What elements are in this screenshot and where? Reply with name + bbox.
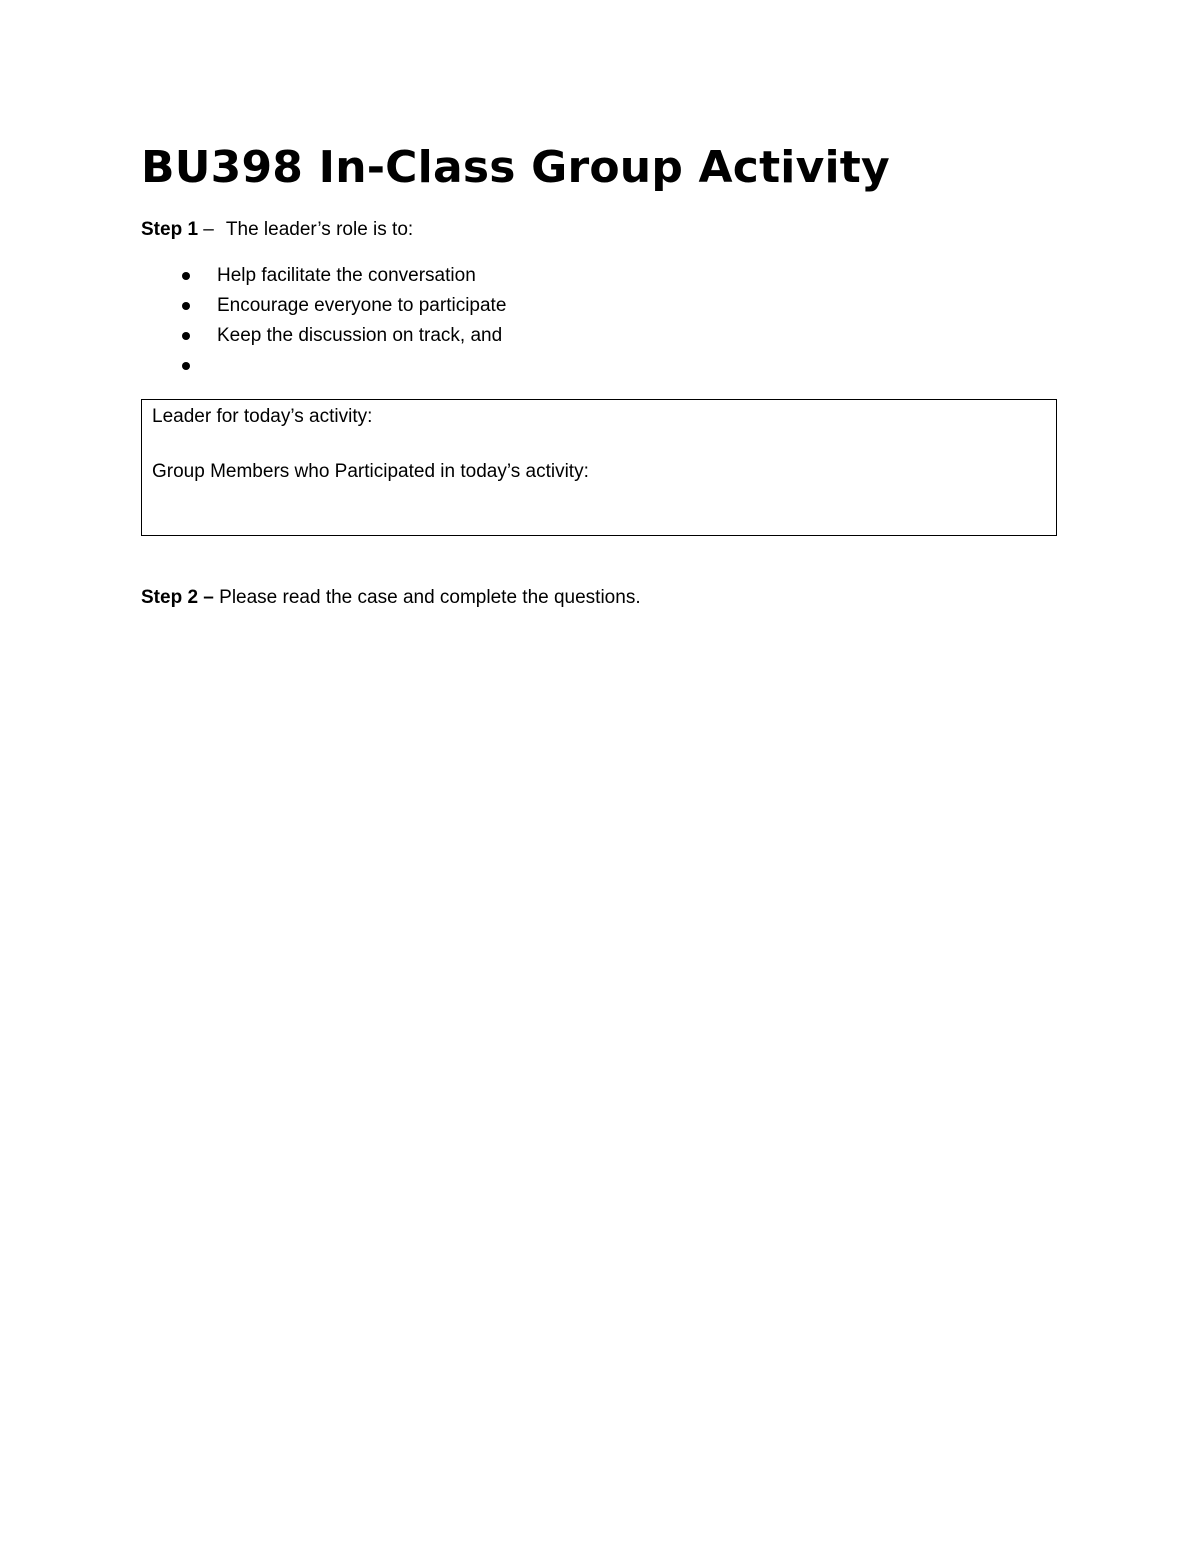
list-item <box>180 353 506 383</box>
list-item-text: Encourage everyone to participate <box>217 295 507 316</box>
list-item-text: Keep the discussion on track, and <box>217 325 503 346</box>
step-2-label: Step 2 – <box>141 587 214 608</box>
bullet-icon <box>182 362 190 370</box>
participants-box <box>141 399 1057 536</box>
group-members-field-label: Group Members who Participated in today’s activity: <box>152 461 589 482</box>
list-item-text: Help facilitate the conversation <box>217 265 476 286</box>
step-1-label: Step 1 <box>141 219 199 240</box>
leader-field-label: Leader for today’s activity: <box>152 406 373 427</box>
step-2-line <box>141 585 641 611</box>
bullet-icon <box>182 272 190 280</box>
step-1-text: The leader’s role is to: <box>225 219 414 240</box>
step-1-dash: – <box>198 219 214 240</box>
list-item <box>180 323 506 353</box>
step-1-line <box>141 217 413 243</box>
bullet-icon <box>182 332 190 340</box>
page-title: BU398 In-Class Group Activity <box>141 142 890 193</box>
list-item <box>180 293 506 323</box>
step-2-text: Please read the case and complete the questions. <box>213 587 641 608</box>
list-item <box>180 263 506 293</box>
bullet-icon <box>182 302 190 310</box>
leader-role-list <box>180 263 506 383</box>
